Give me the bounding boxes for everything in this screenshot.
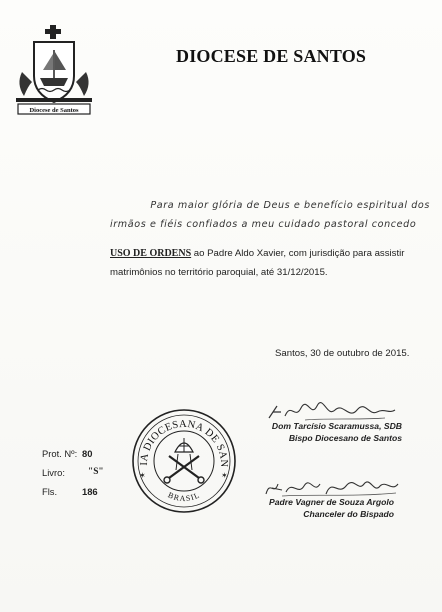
preamble-line-2: irmãos e fiéis confiados a meu cuidado pastoral concedo	[110, 219, 417, 230]
svg-text:BRASIL	[167, 490, 202, 503]
preamble-text	[112, 196, 430, 234]
curia-seal	[131, 408, 237, 514]
crest-banner-text: Diocese de Santos	[29, 107, 79, 114]
bishop-signature-block	[270, 420, 402, 444]
protocol-folio-row	[42, 486, 112, 505]
chancellor-signature-block	[254, 496, 394, 520]
seal-ring-text: IA DIOCESANA DE SAN	[138, 418, 230, 468]
protocol-number-label: Prot. Nº:	[42, 448, 78, 459]
diocese-crest-logo	[14, 24, 94, 116]
protocol-block	[42, 448, 112, 505]
protocol-folio-value: 186	[82, 486, 98, 497]
protocol-book-row	[42, 467, 112, 486]
preamble-line-1: Para maior glória de Deus e benefício espiritual dos	[150, 200, 430, 211]
protocol-number-row	[42, 448, 112, 467]
protocol-number-value: 80	[82, 448, 93, 459]
seal-bottom-text: BRASIL	[166, 490, 202, 504]
protocol-folio-label: Fls.	[42, 486, 58, 497]
body-paragraph-text: ao Padre Aldo Xavier, com jurisdição para assistir matrimônios no território paroquial, até 31/12/2015.	[110, 248, 405, 278]
body-paragraph	[110, 244, 430, 282]
bishop-role: Bispo Diocesano de Santos	[288, 433, 402, 443]
protocol-book-value: "S"	[88, 467, 104, 477]
svg-text:✶: ✶	[139, 471, 146, 480]
svg-text:✶: ✶	[221, 471, 228, 480]
chancellor-name: Padre Vagner de Souza Argolo	[269, 497, 394, 507]
protocol-book-label: Livro:	[42, 467, 65, 478]
uso-de-ordens-label: USO DE ORDENS	[110, 248, 192, 259]
chancellor-role: Chanceler do Bispado	[303, 509, 394, 519]
page-title: DIOCESE DE SANTOS	[176, 46, 367, 66]
place-and-date: Santos, 30 de outubro de 2015.	[275, 348, 410, 359]
bishop-name: Dom Tarcísio Scaramussa, SDB	[271, 421, 402, 431]
